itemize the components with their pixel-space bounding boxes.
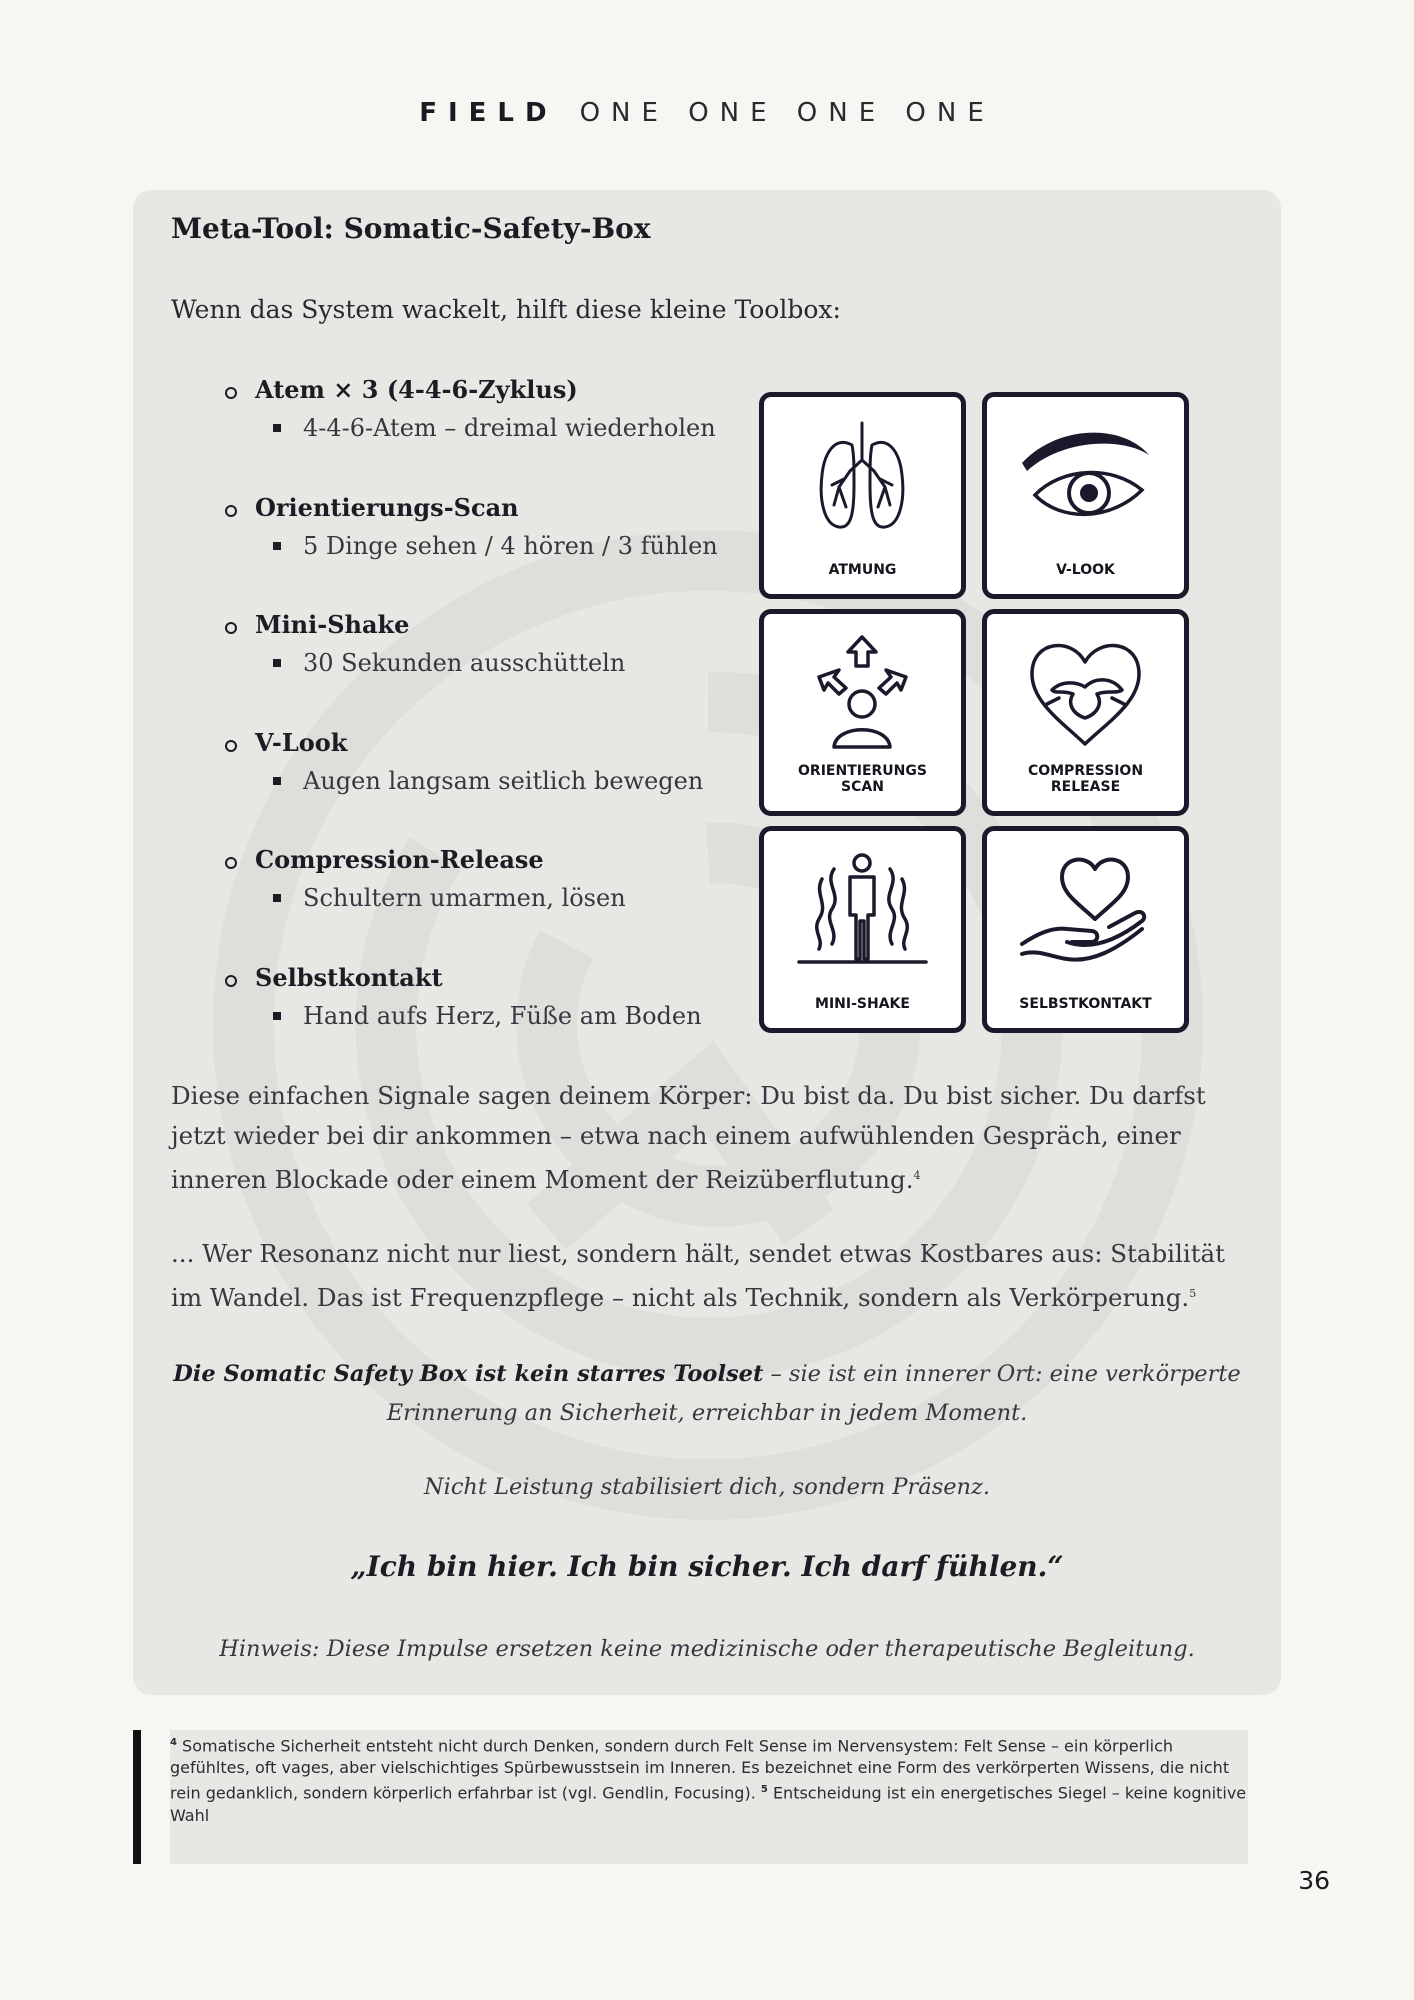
page-header — [0, 98, 1414, 128]
paragraph-text: ... Wer Resonanz nicht nur liest, sondern hält, sendet etwas Kostbares aus: Stabilität im Wandel. Das ist Frequenzpflege – nicht als Technik, sondern als Verkörperung. — [171, 1239, 1225, 1313]
tool-detail: 30 Sekunden ausschütteln — [303, 649, 626, 677]
list-item — [233, 845, 833, 963]
tile-selbstkontakt — [982, 826, 1189, 1033]
tool-name: Selbstkontakt — [255, 962, 443, 992]
tool-detail: Augen langsam seitlich bewegen — [303, 766, 704, 795]
icon-label: COMPRESSION RELEASE — [1027, 763, 1144, 795]
paragraph-text: Diese einfachen Signale sagen deinem Körper: Du bist da. Du bist sicher. Du darfst jetzt wieder bei dir ankommen – etwa nach einem aufwühlenden Gespräch, einer inneren Blockade oder einem Moment der Reizüberflutung. — [171, 1081, 1206, 1195]
paragraph-resonance — [171, 1234, 1246, 1318]
person-arrows-icon — [794, 632, 931, 752]
heart-hand-icon — [1017, 849, 1154, 969]
footnote-box — [170, 1730, 1248, 1864]
tool-name: Compression-Release — [255, 845, 544, 874]
footnote-bar — [133, 1730, 141, 1864]
quote-rest: – sie ist ein innerer Ort: eine verkörperte — [763, 1361, 1241, 1387]
box-title: Meta-Tool: Somatic-Safety-Box — [171, 212, 651, 245]
tile-orientierungs-scan — [759, 609, 966, 816]
intro-text: Wenn das System wackelt, hilft diese kleine Toolbox: — [171, 295, 841, 324]
icon-label: V-LOOK — [1056, 562, 1115, 578]
quote-line2: Erinnerung an Sicherheit, erreichbar in jedem Moment. — [386, 1400, 1028, 1426]
footnote-ref[interactable]: 4 — [913, 1169, 921, 1182]
icon-grid — [759, 392, 1194, 1028]
footnote-ref[interactable]: 5 — [1189, 1287, 1197, 1300]
paragraph-signals — [171, 1076, 1246, 1200]
brand-light: ONE ONE ONE ONE — [579, 98, 995, 128]
tool-name: Orientierungs-Scan — [255, 492, 519, 522]
icon-label: SELBSTKONTAKT — [1019, 996, 1152, 1012]
tool-detail: 4-4-6-Atem – dreimal wiederholen — [303, 414, 716, 442]
icon-label: MINI-SHAKE — [815, 996, 910, 1012]
tool-name: Atem × 3 (4-4-6-Zyklus) — [255, 375, 578, 404]
tile-atmung — [759, 392, 966, 599]
tool-detail: Schultern umarmen, lösen — [303, 884, 626, 912]
icon-label: ATMUNG — [828, 562, 897, 578]
list-item — [233, 728, 833, 846]
icon-label: ORIENTIERUNGS SCAN — [798, 763, 927, 795]
list-item — [233, 610, 833, 728]
tool-detail: 5 Dinge sehen / 4 hören / 3 fühlen — [303, 531, 718, 560]
page-number: 36 — [1298, 1866, 1330, 1895]
list-item — [233, 963, 833, 1081]
disclaimer-note: Hinweis: Diese Impulse ersetzen keine medizinische oder therapeutische Begleitung. — [219, 1636, 1195, 1662]
shaking-person-icon — [794, 849, 931, 969]
tool-name: Mini-Shake — [255, 610, 410, 639]
tool-list — [233, 375, 833, 1080]
tool-name: V-Look — [255, 727, 348, 757]
footnote-number: 5 — [760, 1784, 768, 1796]
footnote-number: 4 — [170, 1737, 177, 1748]
eye-icon — [1017, 415, 1154, 535]
footnote-text: Somatische Sicherheit entsteht nicht durch Denken, sondern durch Felt Sense im Nervensystem: Felt Sense – ein körperlich gefühltes, oft vages, aber vielschichtiges Spürbewusstsein im Inneren. Es bezeichnet eine Form des verkörperten Wissens, die nicht rein gedanklich, sondern körperlich erfahrbar ist (vgl. Gendlin, Focusing). — [170, 1736, 1230, 1803]
tile-compression-release — [982, 609, 1189, 816]
lungs-icon — [794, 415, 931, 535]
affirmation: „Ich bin hier. Ich bin sicher. Ich darf fühlen.“ — [350, 1550, 1064, 1583]
brand-bold: FIELD — [419, 98, 558, 128]
list-item — [233, 375, 833, 493]
quote-bold: Die Somatic Safety Box ist kein starres Toolset — [173, 1361, 764, 1387]
list-item — [233, 493, 833, 611]
safety-box-panel — [133, 190, 1281, 1695]
tile-v-look — [982, 392, 1189, 599]
quote-safety-box — [133, 1355, 1281, 1433]
tile-mini-shake — [759, 826, 966, 1033]
footnote-text: Entscheidung ist ein energetisches Siegel – keine kognitive Wahl — [170, 1783, 1247, 1825]
tool-detail: Hand aufs Herz, Füße am Boden — [303, 1001, 702, 1030]
heart-hug-icon — [1017, 632, 1154, 752]
quote-presence: Nicht Leistung stabilisiert dich, sondern Präsenz. — [423, 1474, 991, 1500]
